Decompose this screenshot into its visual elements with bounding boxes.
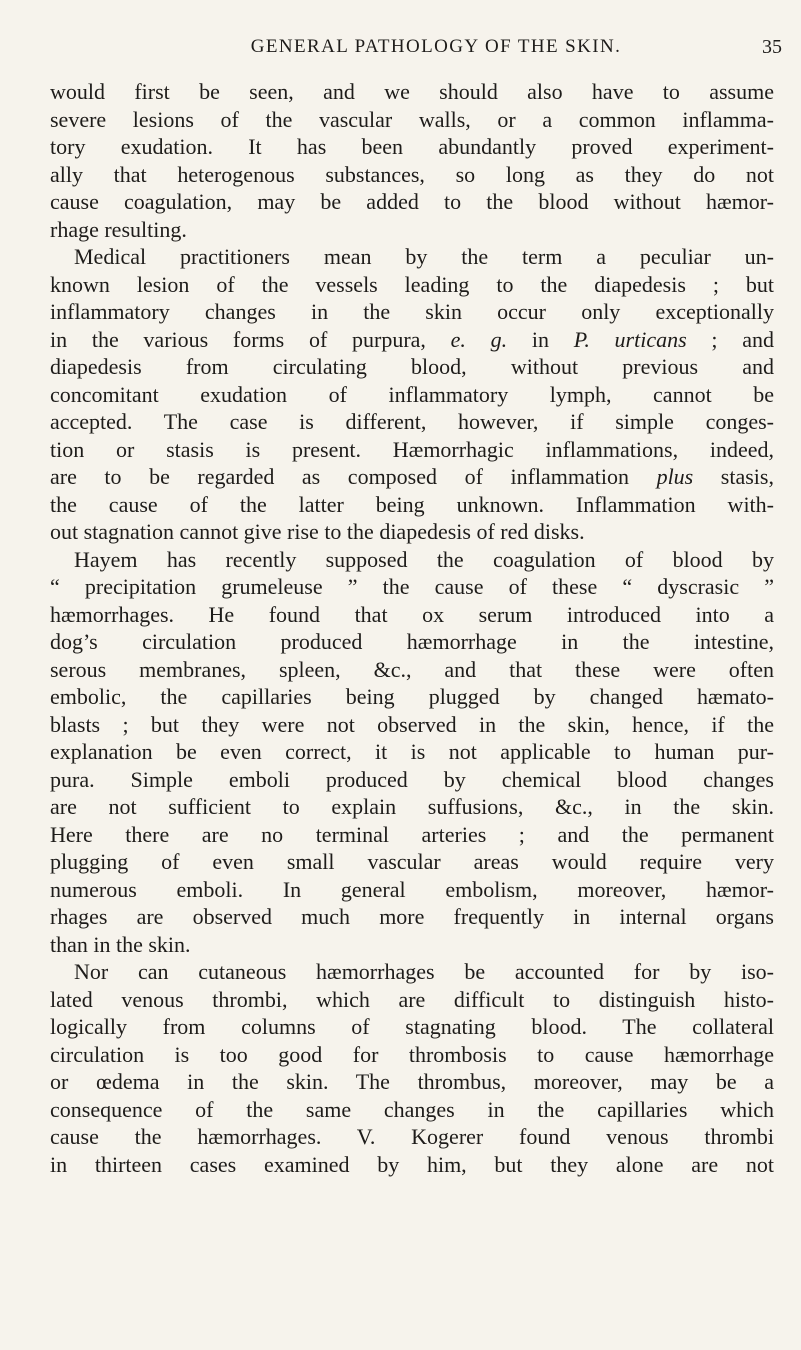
text-line: dog’s circulation produced hæmorrhage in the intestine, [50,629,774,654]
text-line: ally that heterogenous substances, so long as they do not [50,161,774,187]
text-line: are not sufficient to explain suffusions, &c., in the skin. [50,794,774,819]
text-line: in the various forms of purpura, e. g. in P. urticans ; and [50,326,774,352]
page-number: 35 [762,36,782,58]
paragraph [50,78,774,243]
running-head: GENERAL PATHOLOGY OF THE SKIN. [250,36,622,57]
text-line: or œdema in the skin. The thrombus, moreover, may be a [50,1069,774,1094]
italic-text: e. g. [450,326,508,352]
text-line: Medical practitioners mean by the term a peculiar un- [74,244,774,269]
italic-text: plus [656,464,694,489]
text-line: Here there are no terminal arteries ; and the permanent [50,821,774,847]
text-line: lated venous thrombi, which are difficult to distinguish histo- [50,986,774,1012]
paragraph [50,958,774,1178]
text-line: “ precipitation grumeleuse ” the cause of these “ dyscrasic ” [50,574,774,599]
text-line: Hayem has recently supposed the coagulation of blood by [74,546,774,572]
text-line: the cause of the latter being unknown. Inflammation with- [50,491,774,517]
text-line: cause the hæmorrhages. V. Kogerer found venous thrombi [50,1124,774,1149]
text-line: cause coagulation, may be added to the blood without hæmor- [50,189,774,214]
text-line: numerous emboli. In general embolism, moreover, hæmor- [50,876,774,902]
text-line: out stagnation cannot give rise to the diapedesis of red disks. [50,519,585,544]
text-line: blasts ; but they were not observed in the skin, hence, if the [50,711,774,737]
paragraph [50,546,774,959]
text-line: tory exudation. It has been abundantly proved experiment- [50,134,774,159]
text-line: accepted. The case is different, however, if simple conges- [50,409,774,434]
text-line: are to be regarded as composed of inflammation plus stasis, [50,464,774,489]
text-line: circulation is too good for thrombosis to cause hæmorrhage [50,1041,774,1067]
text-line: rhages are observed much more frequently in internal organs [50,904,774,929]
text-line: than in the skin. [50,931,191,957]
text-line: plugging of even small vascular areas would require very [50,849,774,874]
text-line: embolic, the capillaries being plugged by changed hæmato- [50,684,774,709]
text-line: concomitant exudation of inflammatory lymph, cannot be [50,381,774,407]
text-line: inflammatory changes in the skin occur only exceptionally [50,299,774,324]
text-line: tion or stasis is present. Hæmorrhagic inflammations, indeed, [50,436,774,462]
paragraph [50,243,774,546]
text-line: Nor can cutaneous hæmorrhages be accounted for by iso- [74,959,774,984]
text-line: would first be seen, and we should also have to assume [50,79,774,104]
text-line: diapedesis from circulating blood, without previous and [50,354,774,379]
text-line: rhage resulting. [50,216,187,242]
text-line: severe lesions of the vascular walls, or a common inflamma- [50,106,774,132]
page-header [90,32,782,66]
text-line: in thirteen cases examined by him, but they alone are not [50,1151,774,1177]
text-line: hæmorrhages. He found that ox serum introduced into a [50,601,774,627]
text-line: logically from columns of stagnating blood. The collateral [50,1014,774,1039]
text-line: serous membranes, spleen, &c., and that these were often [50,656,774,682]
text-line: pura. Simple emboli produced by chemical blood changes [50,766,774,792]
italic-text: P. urticans [573,326,687,352]
text-line: known lesion of the vessels leading to the diapedesis ; but [50,271,774,297]
body-text [50,78,774,1178]
text-line: consequence of the same changes in the capillaries which [50,1096,774,1122]
text-line: explanation be even correct, it is not applicable to human pur- [50,739,774,764]
